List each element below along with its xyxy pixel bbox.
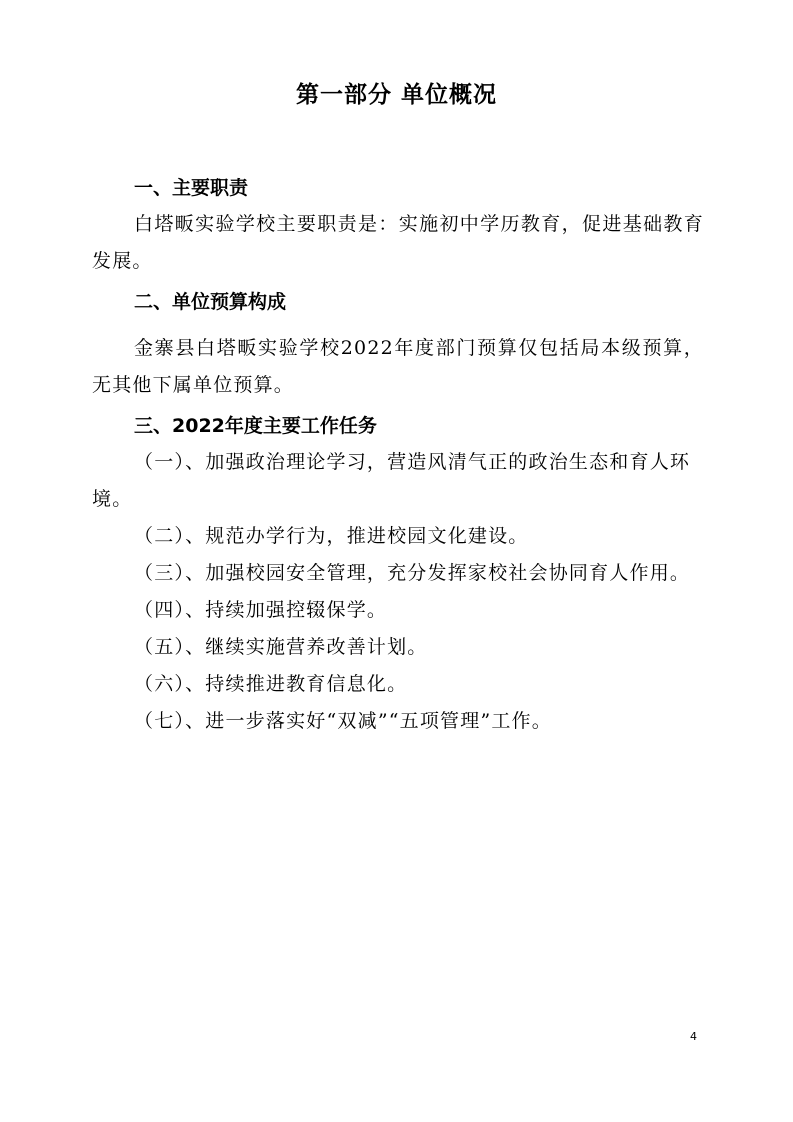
document-body	[92, 170, 704, 740]
task-item-1: （一）、加强政治理论学习，营造风清气正的政治生态和育人环境。	[92, 451, 691, 510]
section-heading-tasks: 三、2022年度主要工作任务	[134, 415, 377, 437]
section-heading-duties: 一、主要职责	[134, 177, 249, 199]
task-item-6: （六）、持续推进教育信息化。	[134, 673, 408, 695]
task-item-4: （四）、持续加强控辍保学。	[134, 599, 388, 621]
task-item-7: （七）、进一步落实好“双减”“五项管理”工作。	[134, 710, 552, 732]
paragraph-duties: 白塔畈实验学校主要职责是：实施初中学历教育，促进基础教育发展。	[92, 213, 704, 272]
paragraph-budget-structure: 金寨县白塔畈实验学校2022年度部门预算仅包括局本级预算，无其他下属单位预算。	[92, 337, 704, 396]
task-item-2: （二）、规范办学行为，推进校园文化建设。	[134, 525, 529, 547]
page-number: 4	[690, 1030, 697, 1043]
task-item-5: （五）、继续实施营养改善计划。	[134, 636, 428, 658]
section-heading-budget-structure: 二、单位预算构成	[134, 291, 287, 313]
task-item-3: （三）、加强校园安全管理，充分发挥家校社会协同育人作用。	[134, 562, 691, 584]
page-title: 第一部分 单位概况	[295, 82, 497, 108]
